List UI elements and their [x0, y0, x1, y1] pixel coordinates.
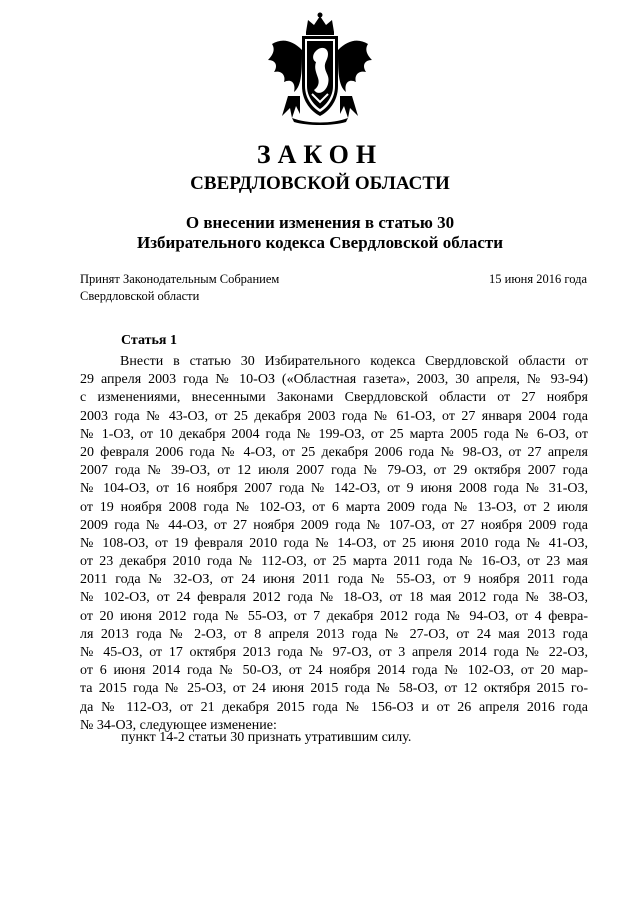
body-line: та 2015 года № 25-ОЗ, от 24 июня 2015 года № 58-ОЗ, от 12 октября 2015 го-: [80, 681, 588, 697]
body-line: № 102-ОЗ, от 24 февраля 2012 года № 18-ОЗ, от 18 мая 2012 года № 38-ОЗ,: [80, 590, 588, 606]
body-line: ля 2013 года № 2-ОЗ, от 8 апреля 2013 года № 27-ОЗ, от 24 мая 2013 года: [80, 626, 588, 642]
body-line: да № 112-ОЗ, от 21 декабря 2015 года № 156-ОЗ и от 26 апреля 2016 года: [80, 699, 588, 715]
body-line: от 19 ноября 2008 года № 102-ОЗ, от 6 марта 2009 года № 13-ОЗ, от 2 июля: [80, 499, 588, 515]
body-line: № 34-ОЗ, следующее изменение:: [80, 717, 277, 733]
region-title: СВЕРДЛОВСКОЙ ОБЛАСТИ: [190, 173, 450, 194]
article-body: [80, 353, 588, 735]
law-title: ЗАКОН: [256, 140, 384, 169]
body-line: № 108-ОЗ, от 19 февраля 2010 года № 14-ОЗ, от 25 июня 2010 года № 41-ОЗ,: [80, 535, 588, 551]
adopted-by-line: Свердловской области: [80, 289, 200, 303]
body-line: 29 апреля 2003 года № 10-ОЗ («Областная газета», 2003, 30 апреля, № 93-94): [80, 372, 588, 388]
law-subject-line: Избирательного кодекса Свердловской области: [136, 233, 504, 252]
body-line: Внести в статью 30 Избирательного кодекса Свердловской области от: [120, 354, 588, 369]
body-line: с изменениями, внесенными Законами Свердловской области от 27 ноября: [80, 390, 588, 406]
body-line: 2003 года № 43-ОЗ, от 25 декабря 2003 года № 61-ОЗ, от 27 января 2004 года: [80, 408, 588, 424]
body-line: 2007 года № 39-ОЗ, от 12 июля 2007 года № 79-ОЗ, от 29 октября 2007 года: [80, 463, 588, 479]
body-line: № 45-ОЗ, от 17 октября 2013 года № 97-ОЗ, от 3 апреля 2014 года № 22-ОЗ,: [80, 645, 588, 660]
adopted-by: [80, 271, 279, 305]
coat-of-arms-icon: [262, 10, 378, 126]
body-line: от 6 июня 2014 года № 50-ОЗ, от 24 ноября 2014 года № 102-ОЗ, от 20 мар-: [80, 663, 588, 679]
body-line: 20 февраля 2006 года № 4-ОЗ, от 25 декабря 2006 года № 98-ОЗ, от 27 апреля: [80, 444, 588, 460]
resolution-text: пункт 14-2 статьи 30 признать утратившим силу.: [121, 730, 412, 745]
law-subject-line: О внесении изменения в статью 30: [185, 213, 455, 232]
adopted-by-line: Принят Законодательным Собранием: [80, 272, 280, 286]
body-line: 2011 года № 32-ОЗ, от 24 июня 2011 года № 55-ОЗ, от 9 ноября 2011 года: [80, 572, 588, 588]
law-subject: [0, 213, 640, 253]
body-line: от 23 декабря 2010 года № 112-ОЗ, от 25 марта 2011 года № 16-ОЗ, от 23 мая: [80, 554, 588, 570]
body-line: от 20 июня 2012 года № 55-ОЗ, от 7 декабря 2012 года № 94-ОЗ, от 4 февра-: [80, 608, 588, 624]
body-line: № 1-ОЗ, от 10 декабря 2004 года № 199-ОЗ, от 25 марта 2005 года № 6-ОЗ, от: [80, 426, 588, 442]
article-heading: Статья 1: [121, 333, 177, 348]
adoption-date: 15 июня 2016 года: [489, 272, 587, 286]
body-line: 2009 года № 44-ОЗ, от 27 ноября 2009 года № 107-ОЗ, от 27 ноября 2009 года: [80, 517, 588, 533]
body-line: № 104-ОЗ, от 16 ноября 2007 года № 142-ОЗ, от 9 июня 2008 года № 31-ОЗ,: [80, 481, 588, 497]
